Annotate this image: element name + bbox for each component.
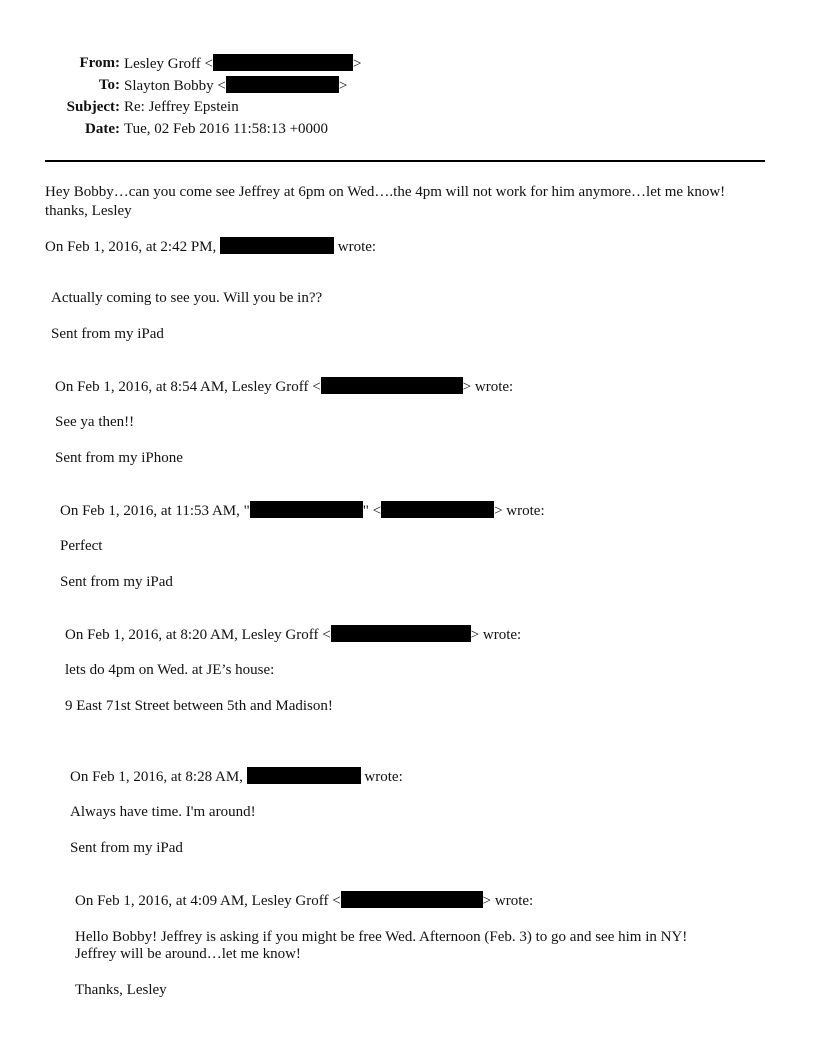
- redacted-to-email: [226, 76, 339, 93]
- from-gt: >: [353, 56, 362, 72]
- quote-2-body-2: Sent from my iPhone: [55, 450, 183, 466]
- from-label: From:: [79, 55, 120, 71]
- quote-2-body-1: See ya then!!: [55, 414, 135, 430]
- from-lt: <: [204, 56, 213, 72]
- to-gt: >: [338, 78, 348, 94]
- quote-5-attr-suffix: wrote:: [364, 769, 403, 785]
- quote-3-attr-prefix: On Feb 1, 2016, at 11:53 AM, ": [60, 503, 250, 519]
- redacted-email: [331, 625, 471, 642]
- quote-4-attr-suffix: > wrote:: [470, 627, 522, 643]
- redacted-sender: [220, 237, 334, 254]
- redacted-from-email: [213, 54, 353, 71]
- redacted-email: [381, 501, 494, 518]
- redacted-name: [250, 501, 363, 518]
- quote-5-attr-prefix: On Feb 1, 2016, at 8:28 AM,: [70, 769, 243, 785]
- to-name: Slayton Bobby: [124, 78, 214, 94]
- quote-6-body-2: Jeffrey will be around…let me know!: [75, 946, 301, 962]
- quote-1-attribution: [45, 237, 376, 256]
- from-value: [124, 54, 361, 73]
- to-label: To:: [98, 77, 120, 93]
- quote-5-body-2: Sent from my iPad: [70, 840, 183, 856]
- top-message-line2: thanks, Lesley: [45, 203, 132, 219]
- quote-5-attribution: [70, 767, 403, 786]
- date-value: Tue, 02 Feb 2016 11:58:13 +0000: [124, 121, 329, 137]
- quote-4-body-2: 9 East 71st Street between 5th and Madison!: [65, 698, 333, 714]
- quote-6-attr-prefix: On Feb 1, 2016, at 4:09 AM, Lesley Groff <: [75, 893, 341, 909]
- quote-3-attr-suffix: > wrote:: [494, 503, 545, 519]
- header-divider: [45, 160, 765, 162]
- quote-2-attr-prefix: On Feb 1, 2016, at 8:54 AM, Lesley Groff <: [55, 379, 321, 395]
- quote-6-attribution: [75, 891, 533, 910]
- quote-2-attr-suffix: > wrote:: [462, 379, 514, 395]
- quote-1-body-2: Sent from my iPad: [51, 326, 164, 342]
- quote-3-body-1: Perfect: [60, 538, 103, 554]
- to-value: [124, 76, 347, 95]
- quote-3-attr-mid: " <: [362, 503, 382, 519]
- quote-3-body-2: Sent from my iPad: [60, 574, 173, 590]
- quote-1-attr-prefix: On Feb 1, 2016, at 2:42 PM,: [45, 239, 217, 255]
- quote-4-attr-prefix: On Feb 1, 2016, at 8:20 AM, Lesley Groff <: [65, 627, 331, 643]
- quote-2-attribution: [55, 377, 513, 396]
- quote-4-body-1: lets do 4pm on Wed. at JE’s house:: [65, 662, 275, 678]
- quote-4-attribution: [65, 625, 521, 644]
- subject-label: Subject:: [66, 99, 120, 115]
- quote-6-body-1: Hello Bobby! Jeffrey is asking if you might be free Wed. Afternoon (Feb. 3) to go and see him in NY!: [75, 929, 688, 945]
- quote-1-body-1: Actually coming to see you. Will you be in??: [51, 290, 323, 306]
- quote-1-attr-suffix: wrote:: [337, 239, 377, 255]
- top-message-line1: Hey Bobby…can you come see Jeffrey at 6pm on Wed….the 4pm will not work for him anymore…let me know!: [45, 184, 726, 200]
- date-label: Date:: [85, 121, 120, 137]
- redacted-email: [321, 377, 463, 394]
- from-name: Lesley Groff: [124, 56, 201, 72]
- quote-6-attr-suffix: > wrote:: [482, 893, 534, 909]
- subject-value: Re: Jeffrey Epstein: [124, 99, 239, 115]
- quote-3-attribution: [60, 501, 545, 520]
- quote-6-body-3: Thanks, Lesley: [75, 982, 167, 998]
- redacted-email: [341, 891, 483, 908]
- quote-5-body-1: Always have time. I'm around!: [70, 804, 256, 820]
- redacted-sender: [247, 767, 361, 784]
- to-lt: <: [217, 78, 226, 94]
